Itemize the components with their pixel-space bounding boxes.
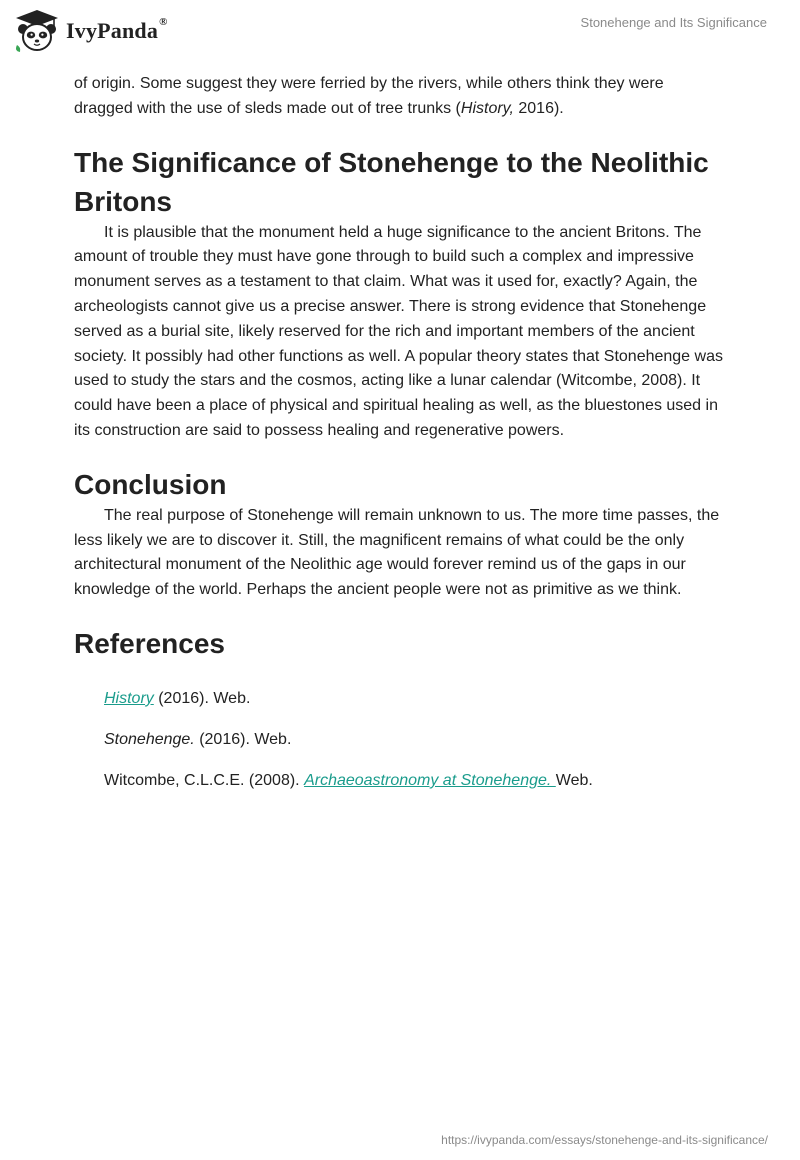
reference-item: History (2016). Web. bbox=[104, 689, 251, 707]
reference-item: Stonehenge. (2016). Web. bbox=[104, 730, 292, 748]
conclusion-paragraph: The real purpose of Stonehenge will remain unknown to us. The more time passes, the less likely we are to discover it. Still, the magnificent remains of what could be the only architectural monument of the Neolithic age would forever remind us of the gaps in our knowledge of the world. Perhaps the ancient people were not as primitive as we think. bbox=[74, 506, 720, 599]
reference-item: Witcombe, C.L.C.E. (2008). Archaeoastronomy at Stonehenge. Web. bbox=[104, 771, 593, 789]
references-heading: References bbox=[74, 627, 225, 659]
reference-list bbox=[74, 687, 726, 793]
significance-heading: The Significance of Stonehenge to the Neolithic Britons bbox=[74, 146, 709, 217]
document-title: Stonehenge and Its Significance bbox=[580, 15, 767, 30]
intro-paragraph: of origin. Some suggest they were ferried by the rivers, while others think they were dragged with the use of sleds made out of tree trunks (History, 2016). bbox=[74, 75, 664, 117]
ivypanda-logo[interactable] bbox=[14, 9, 168, 53]
footer-url: https://ivypanda.com/essays/stonehenge-and-its-significance/ bbox=[441, 1133, 768, 1147]
conclusion-heading: Conclusion bbox=[74, 468, 227, 500]
reference-link-archaeoastronomy[interactable]: Archaeoastronomy at Stonehenge. bbox=[304, 771, 556, 789]
essay-content bbox=[74, 72, 726, 810]
panda-logo-icon bbox=[14, 9, 60, 53]
significance-paragraph: It is plausible that the monument held a huge significance to the ancient Britons. The amount of trouble they must have gone through to build such a complex and impressive monument serves as a testament to that claim. What was it used for, exactly? Again, the archeologists cannot give us a precise answer. There is strong evidence that Stonehenge served as a burial site, likely reserved for the rich and important members of the ancient society. It possibly had other functions as well. A popular theory states that Stonehenge was used to study the stars and the cosmos, acting like a lunar calendar (Witcombe, 2008). It could have been a place of physical and spiritual healing as well, as the bluestones used in its construction are said to possess healing and regenerative powers. bbox=[74, 223, 723, 439]
page-header bbox=[0, 0, 800, 62]
reference-link-history[interactable]: History bbox=[104, 689, 154, 707]
brand-name: IvyPanda® bbox=[66, 16, 168, 43]
